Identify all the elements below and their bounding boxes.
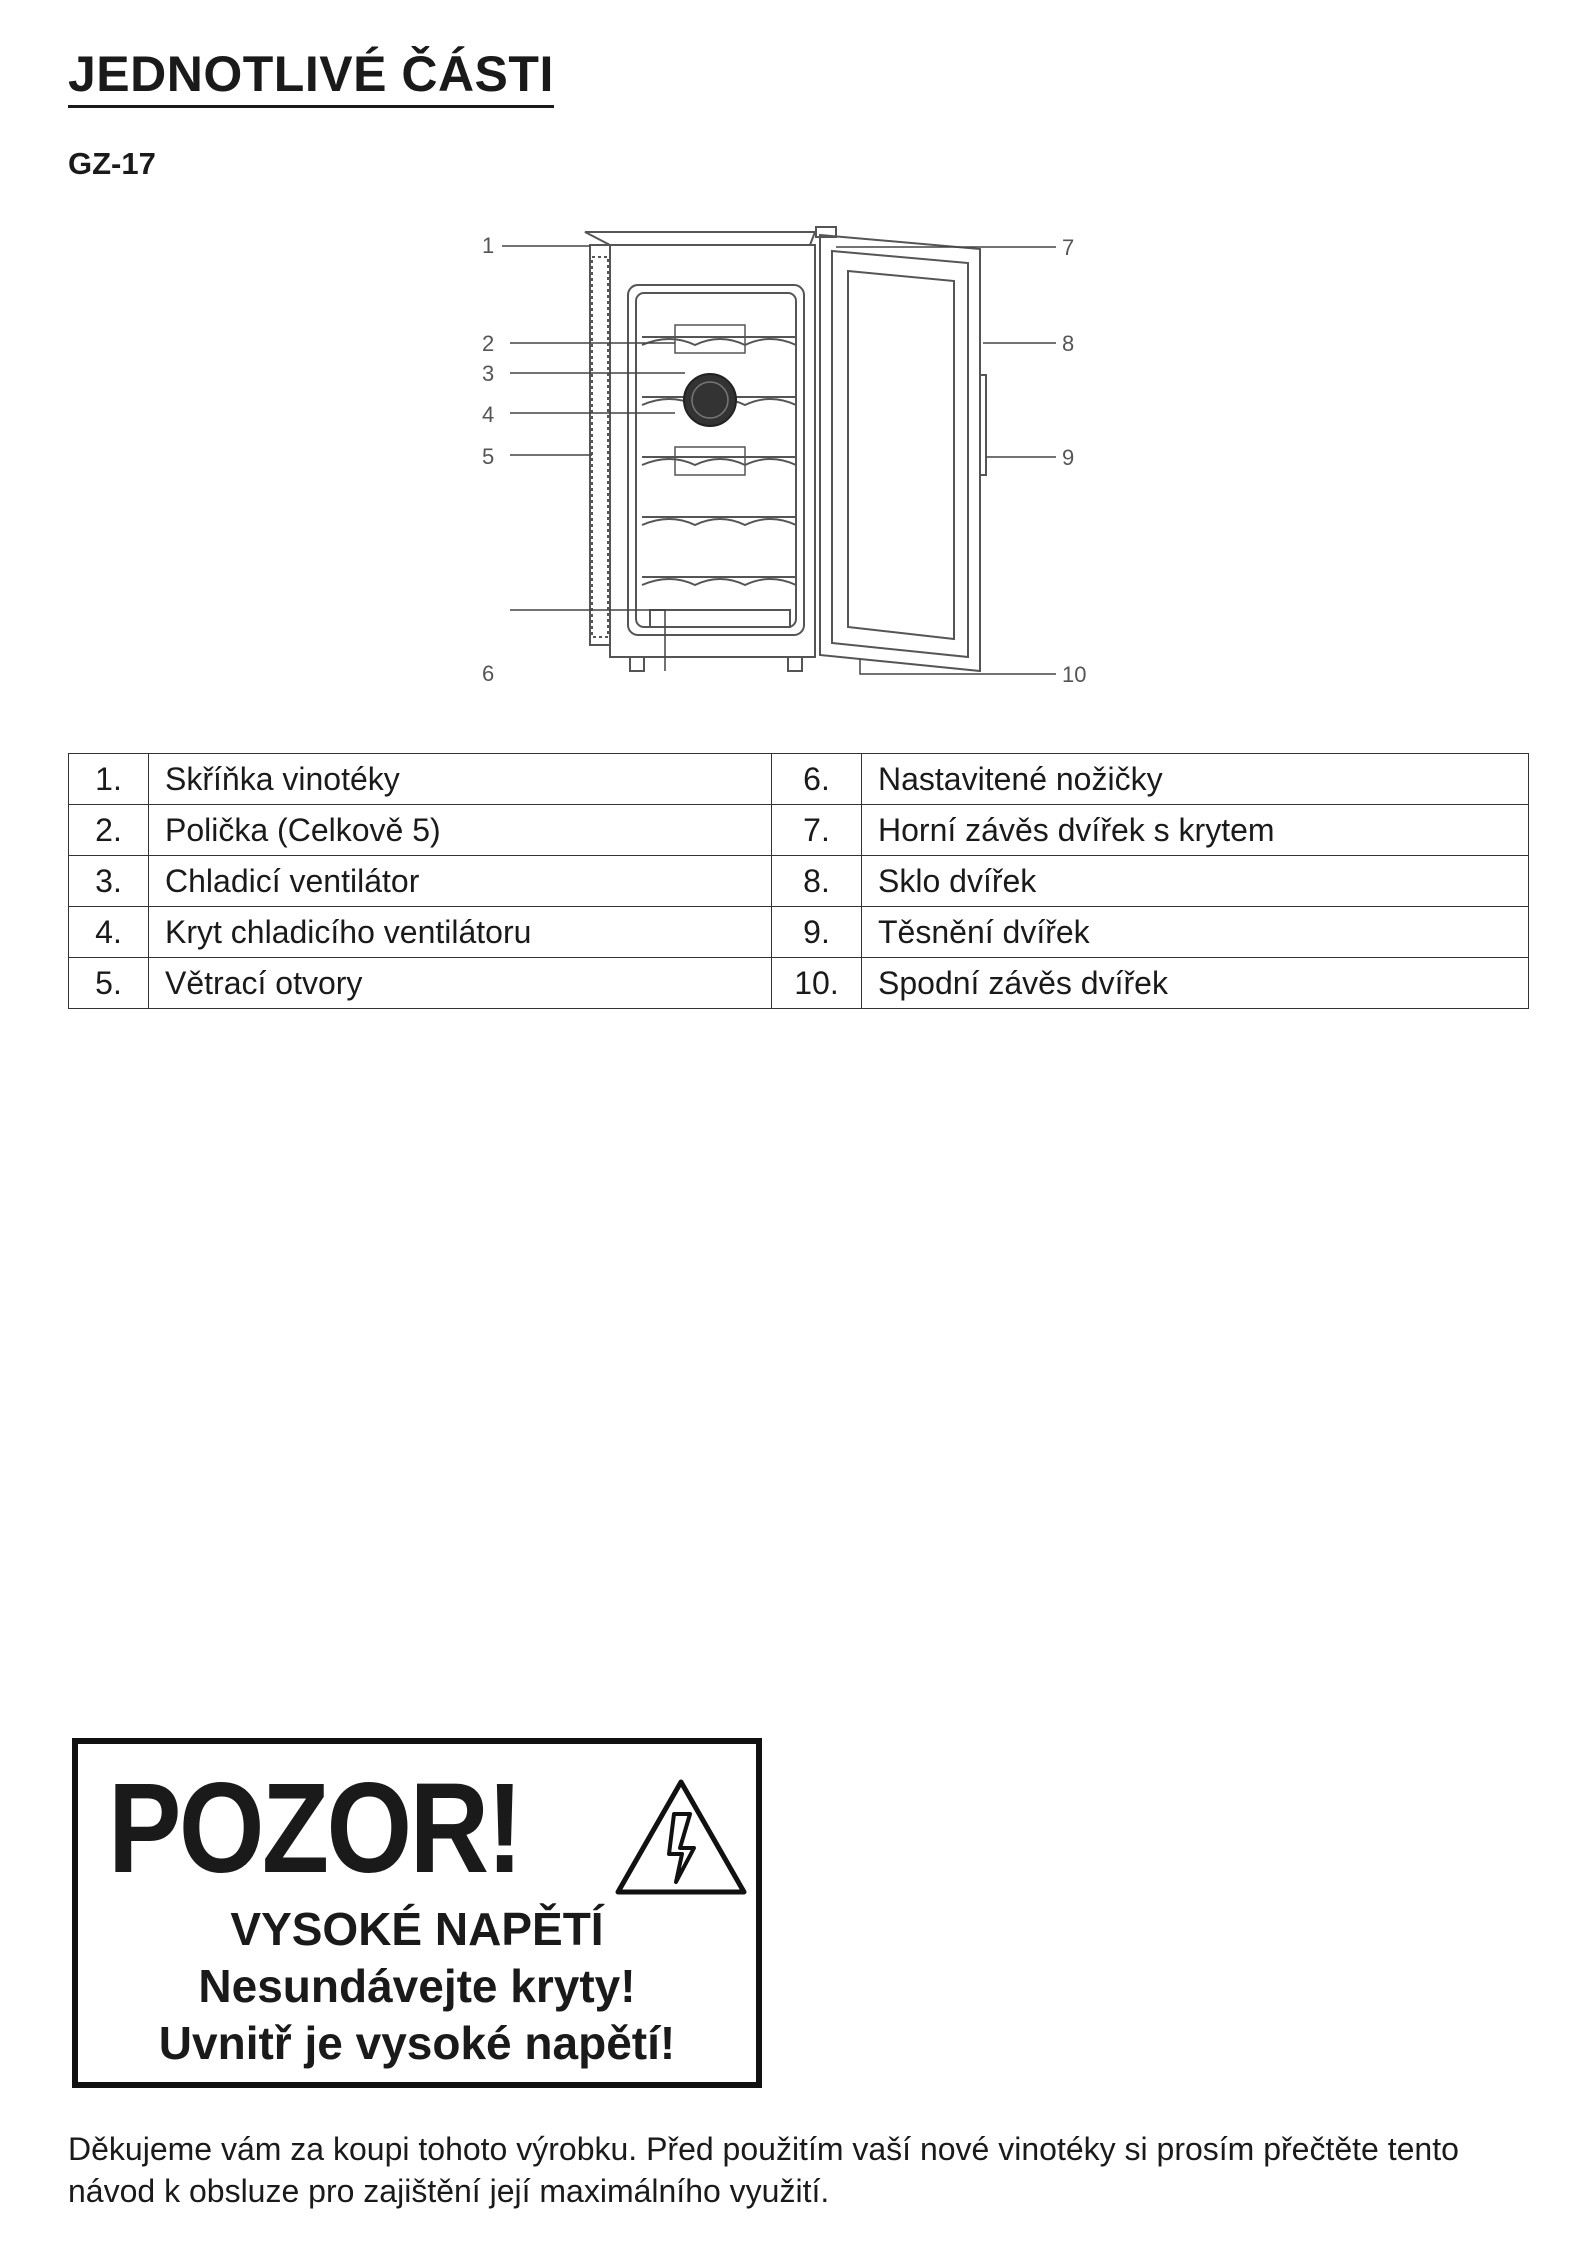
callout-9: 9 [1062, 445, 1075, 470]
part-label: Skříňka vinotéky [149, 754, 772, 805]
table-row [69, 907, 1529, 958]
callout-3: 3 [482, 361, 495, 386]
part-number: 8. [772, 856, 862, 907]
high-voltage-warning-box [72, 1738, 762, 2088]
part-number: 10. [772, 958, 862, 1009]
part-number: 6. [772, 754, 862, 805]
part-number: 7. [772, 805, 862, 856]
part-number: 9. [772, 907, 862, 958]
parts-table [68, 753, 1529, 1009]
part-label: Větrací otvory [149, 958, 772, 1009]
part-number: 2. [69, 805, 149, 856]
table-row [69, 856, 1529, 907]
part-number: 3. [69, 856, 149, 907]
callout-1: 1 [482, 233, 495, 258]
table-row [69, 754, 1529, 805]
part-label: Těsnění dvířek [862, 907, 1529, 958]
wine-cooler-diagram [480, 215, 1120, 715]
model-number: GZ-17 [68, 146, 156, 181]
part-number: 4. [69, 907, 149, 958]
warning-heading: POZOR! [108, 1757, 521, 1900]
part-label: Polička (Celkově 5) [149, 805, 772, 856]
intro-paragraph: Děkujeme vám za koupi tohoto výrobku. Před použitím vaší nové vinotéky si prosím přečtěte tento návod k obsluze pro zajištění její maximálního využití. [68, 2131, 1459, 2209]
part-label: Horní závěs dvířek s krytem [862, 805, 1529, 856]
warning-line-3: Uvnitř je vysoké napětí! [158, 2017, 676, 2069]
page-title: JEDNOTLIVÉ ČÁSTI [68, 48, 554, 108]
callout-2: 2 [482, 331, 495, 356]
part-number: 5. [69, 958, 149, 1009]
part-label: Chladicí ventilátor [149, 856, 772, 907]
part-label: Kryt chladicího ventilátoru [149, 907, 772, 958]
callout-6: 6 [482, 661, 495, 686]
warning-line-2: Nesundávejte kryty! [198, 1960, 636, 2012]
high-voltage-warning-icon [614, 1778, 748, 1896]
callout-4: 4 [482, 402, 495, 427]
part-label: Nastavitené nožičky [862, 754, 1529, 805]
callout-10: 10 [1062, 662, 1087, 687]
table-row [69, 805, 1529, 856]
part-number: 1. [69, 754, 149, 805]
callout-5: 5 [482, 444, 495, 469]
warning-line-1: VYSOKÉ NAPĚTÍ [230, 1903, 604, 1955]
part-label: Spodní závěs dvířek [862, 958, 1529, 1009]
part-label: Sklo dvířek [862, 856, 1529, 907]
table-row [69, 958, 1529, 1009]
callout-8: 8 [1062, 331, 1075, 356]
cooler-cabinet [585, 227, 986, 671]
callout-7: 7 [1062, 235, 1075, 260]
